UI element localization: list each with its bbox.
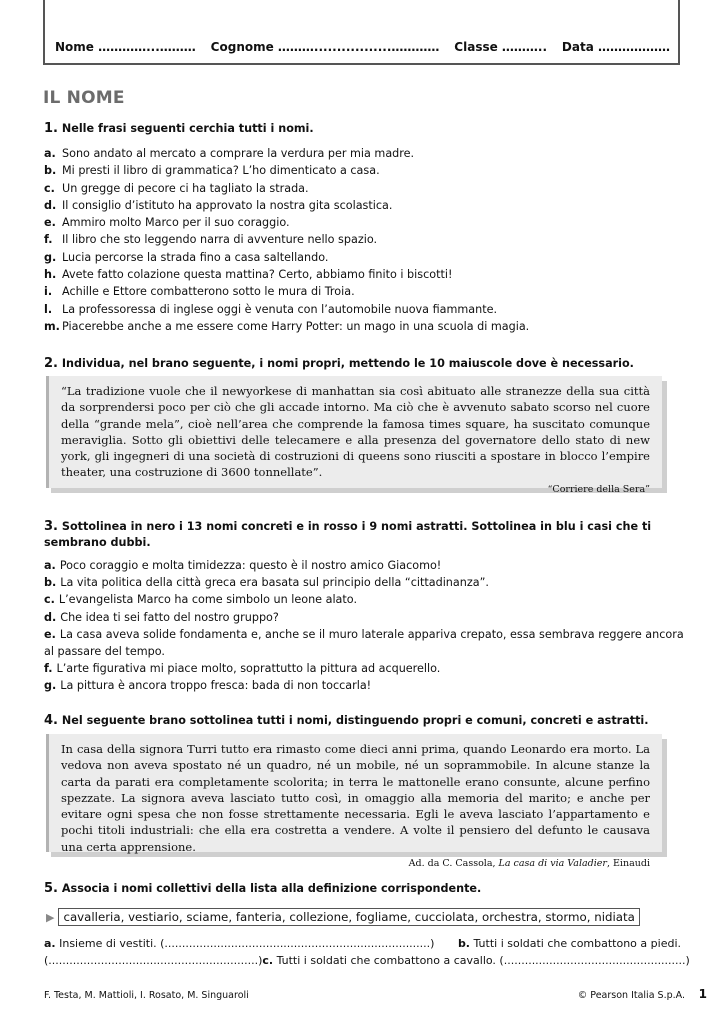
item-letter: g. (44, 679, 57, 693)
exercise-1-number: 1. (44, 121, 58, 136)
item-text: Il consiglio d’istituto ha approvato la nostra gita scolastica. (62, 198, 393, 212)
passage-source (61, 856, 650, 872)
item-letter: m. (44, 319, 60, 333)
item-text: La professoressa di inglese oggi è venuta con l’automobile nuova fiammante. (62, 302, 498, 316)
exercise-4-passage (46, 734, 662, 870)
item-text: Che idea ti sei fatto del nostro gruppo? (60, 610, 279, 624)
exercise-5-instruction (44, 881, 680, 897)
item-letter: b. (44, 164, 57, 178)
item-letter: e. (44, 216, 56, 230)
source-publisher: , Einaudi (606, 858, 650, 870)
nome-field[interactable]: Nome …………...……… (55, 40, 196, 54)
association-answers (44, 935, 690, 969)
exercise-4-instruction (44, 713, 680, 729)
footer-authors: F. Testa, M. Mattioli, I. Rosato, M. Singuaroli (44, 990, 249, 1001)
list-item (44, 145, 684, 162)
item-letter: g. (44, 250, 57, 264)
page-number: 1 (698, 987, 707, 1001)
source-title: La casa di via Valadier (498, 858, 607, 870)
exercise-3-list (44, 557, 684, 695)
item-letter: a. (44, 147, 56, 160)
item-letter: h. (44, 268, 57, 282)
exercise-5-text: Associa i nomi collettivi della lista alla definizione corrispondente. (61, 882, 482, 895)
exercise-3-number: 3. (44, 519, 58, 534)
list-item (44, 283, 684, 300)
item-text: Ammiro molto Marco per il suo coraggio. (62, 216, 290, 230)
item-text: L’arte figurativa mi piace molto, soprattutto la pittura ad acquerello. (56, 662, 441, 676)
def-c (262, 952, 689, 969)
source-author: Ad. da C. Cassola, (408, 858, 499, 870)
item-text: Poco coraggio e molta timidezza: questo è il nostro amico Giacomo! (59, 559, 442, 572)
cognome-field[interactable]: Cognome ……….................………… (210, 40, 440, 54)
footer-publisher: © Pearson Italia S.p.A. (577, 990, 685, 1001)
item-text: La vita politica della città greca era basata sul principio della “cittadinanza”. (60, 576, 489, 590)
exercise-4-number: 4. (44, 713, 58, 728)
student-info-row (55, 40, 670, 54)
triangle-bullet-icon: ▶ (46, 910, 55, 924)
item-letter: a. (44, 559, 56, 572)
def-a (44, 935, 434, 952)
item-letter: e. (44, 627, 56, 641)
list-item (44, 609, 684, 626)
exercise-1-instruction (44, 121, 680, 137)
exercise-4-text: Nel seguente brano sottolinea tutti i nomi, distinguendo propri e comuni, concreti e astratti. (61, 714, 649, 727)
list-item (44, 318, 684, 335)
item-text: Mi presti il libro di grammatica? L’ho dimenticato a casa. (62, 164, 380, 178)
list-item (44, 557, 684, 574)
passage-source: “Corriere della Sera” (547, 483, 650, 495)
item-letter: c. (44, 593, 55, 607)
def-c-text[interactable]: Tutti i soldati che combattono a cavallo. (....................................................) (276, 954, 690, 967)
def-a-letter: a. (44, 937, 56, 950)
item-text: La casa aveva solide fondamenta e, anche se il muro laterale appariva crepato, essa sembrava reggere ancora al passare del tempo. (44, 627, 684, 659)
item-text: Un gregge di pecore ci ha tagliato la strada. (62, 181, 309, 195)
student-info-box (43, 0, 680, 65)
list-item (44, 677, 684, 694)
item-letter: d. (44, 610, 57, 624)
exercise-3-instruction (44, 519, 680, 551)
passage-text: In casa della signora Turri tutto era rimasto come dieci anni prima, quando Leonardo era morto. La vedova non aveva spostato né un quadro, né un mobile, né un soprammobile. In alcune stanze la carta da parati era completamente scolorita; in terra le mattonelle erano consunte, alcune perfino spezzate. La signora aveva lasciato tutto così, in omaggio alla memoria del marito; e anche per evitare ogni spesa che non fosse strettamente necessaria. Egli le aveva lasciato l’appartamento e pochi titoli industriali: che ella era costretta a vendere. A volte il pensiero del defunto le causava una certa apprensione. (61, 742, 650, 854)
def-c-letter: c. (262, 954, 274, 967)
passage-text: “La tradizione vuole che il newyorkese di manhattan sia così abituato alle stranezze della sua città da sorprendersi poco per ciò che gli accade intorno. Ma ciò che è avvenuto sabato scorso nel cuore della “grande mela”, cioè nell’area che comprende la famosa times square, ha suscitato comunque meraviglia. Sotto gli obiettivi delle telecamere e alla presenza del governatore dello stato di new york, gli ingegneri di una società di costruzioni di queens sono riusciti a spostare in blocco l’empire theater, una costruzione di 3600 tonnellate”. (61, 384, 650, 480)
list-item (44, 214, 684, 231)
def-b-text: Tutti i soldati che combattono a piedi. (473, 937, 681, 950)
exercise-5-number: 5. (44, 881, 58, 896)
item-letter: l. (44, 302, 53, 316)
item-text: Il libro che sto leggendo narra di avventure nello spazio. (62, 233, 378, 247)
item-letter: f. (44, 662, 53, 676)
list-item (44, 301, 684, 318)
item-letter: c. (44, 181, 55, 195)
page-title: IL NOME (43, 88, 125, 108)
item-letter: f. (44, 233, 53, 247)
exercise-2-passage (46, 376, 662, 495)
association-line-2 (44, 952, 690, 969)
item-text: Avete fatto colazione questa mattina? Certo, abbiamo finito i biscotti! (62, 268, 453, 282)
def-b (458, 935, 681, 952)
list-item (44, 180, 684, 197)
item-letter: d. (44, 198, 57, 212)
item-text: Lucia percorse la strada fino a casa saltellando. (62, 250, 329, 264)
def-b-blank[interactable]: (............................................................) (44, 954, 263, 967)
list-item (44, 162, 684, 179)
exercise-3-text: Sottolinea in nero i 13 nomi concreti e in rosso i 9 nomi astratti. Sottolinea in blu i casi che ti sembrano dubbi. (44, 520, 652, 549)
item-text: Piacerebbe anche a me essere come Harry Potter: un mago in una scuola di magia. (62, 319, 530, 333)
item-text: Sono andato al mercato a comprare la verdura per mia madre. (62, 147, 415, 160)
list-item (44, 231, 684, 248)
data-field[interactable]: Data ……………… (561, 40, 670, 54)
collective-nouns-box: cavalleria, vestiario, sciame, fanteria, collezione, fogliame, cucciolata, orchestra, stormo, nidiata (58, 908, 639, 926)
exercise-2-instruction (44, 356, 680, 372)
item-letter: i. (44, 285, 53, 299)
item-text: L’evangelista Marco ha come simbolo un leone alato. (58, 593, 358, 607)
word-list-row (46, 908, 640, 926)
list-item (44, 197, 684, 214)
list-item (44, 574, 684, 591)
exercise-2-text: Individua, nel brano seguente, i nomi propri, mettendo le 10 maiuscole dove è necessario. (61, 357, 634, 370)
item-text: Achille e Ettore combatterono sotto le mura di Troia. (62, 285, 355, 299)
association-line-1 (44, 935, 681, 952)
list-item (44, 266, 684, 283)
list-item (44, 249, 684, 266)
exercise-1-list (44, 145, 684, 335)
classe-field[interactable]: Classe ……….. (454, 40, 548, 54)
exercise-1-text: Nelle frasi seguenti cerchia tutti i nomi. (61, 122, 314, 135)
def-a-text[interactable]: Insieme di vestiti. (............................................................................) (59, 937, 435, 950)
list-item (44, 660, 684, 677)
item-text: La pittura è ancora troppo fresca: bada di non toccarla! (60, 679, 372, 693)
exercise-2-number: 2. (44, 356, 58, 371)
list-item (44, 591, 684, 608)
def-b-letter: b. (457, 937, 470, 950)
item-letter: b. (44, 576, 57, 590)
list-item (44, 626, 684, 660)
